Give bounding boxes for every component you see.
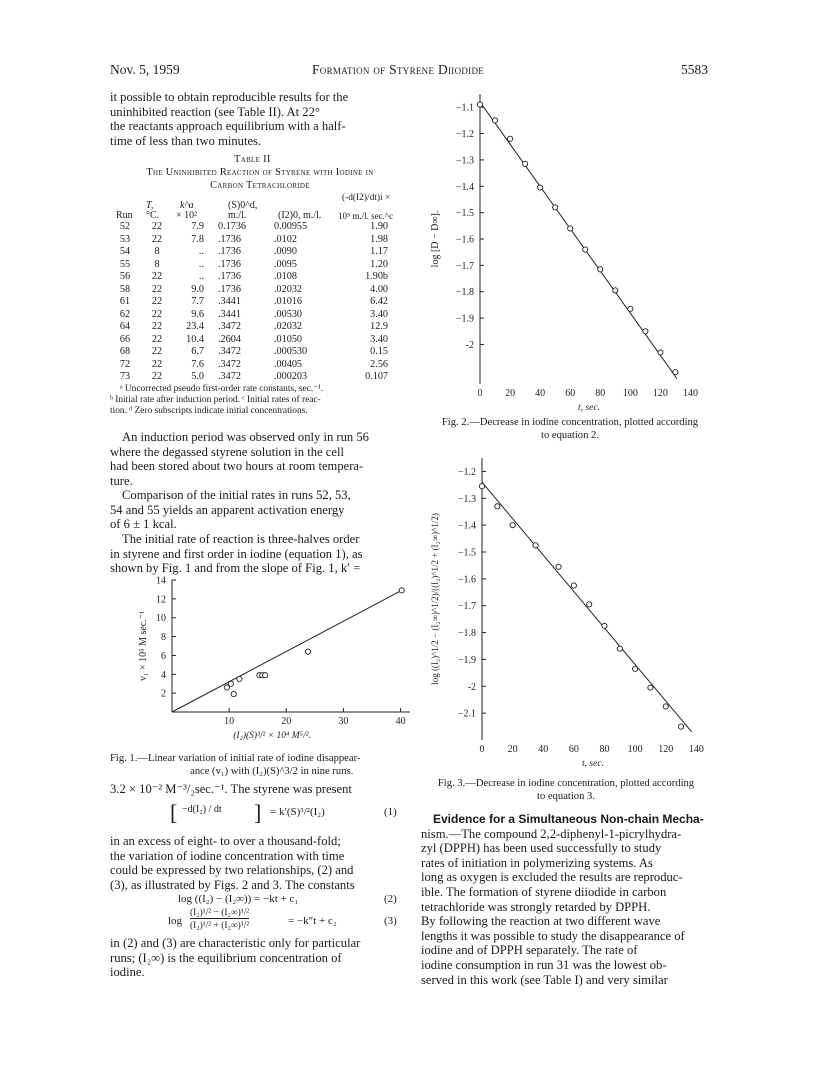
data-point [556, 564, 561, 569]
text-line: iodine and of DPPH separately. The rate of [421, 943, 638, 958]
table-cell: 22 [151, 346, 163, 357]
x-tick-label: 0 [479, 744, 485, 755]
text-line: time of less than two minutes. [110, 133, 262, 148]
fit-line [172, 589, 403, 712]
text-line: lengths it was possible to study the disappearance of [421, 928, 685, 943]
table-cell: 52 [119, 221, 131, 232]
y-tick-label: 10 [156, 613, 166, 625]
data-point [477, 102, 482, 107]
table-cell: 68 [119, 346, 131, 357]
text-line: in an excess of eight- to over a thousand-fold; [110, 834, 341, 848]
table-row [110, 371, 410, 384]
text-line: had been stored about two hours at room tempera- [110, 459, 364, 474]
table-row [110, 246, 410, 259]
figure-3-chart [412, 450, 722, 775]
y-tick-label: −1.9 [455, 313, 474, 325]
equation-lhs: −d(I₂) / dt [182, 804, 222, 815]
paragraph-3 [110, 488, 410, 532]
x-axis-label: (I₂)(S)³/² × 10⁴ M⁵/². [233, 731, 311, 741]
x-tick-label: 60 [568, 744, 579, 755]
figure-3-caption [410, 777, 722, 803]
table-cell: 4.00 [370, 283, 388, 295]
header-date: Nov. 5, 1959 [110, 62, 180, 77]
table-row [110, 346, 410, 359]
table-cell: .3472 [218, 371, 241, 382]
table-row [110, 259, 410, 272]
y-tick-label: 14 [156, 575, 166, 587]
table-cell: .00530 [274, 308, 303, 320]
table-cell: 22 [151, 271, 163, 282]
caption-line: to equation 2. [541, 430, 599, 441]
y-tick-label: −1.2 [457, 466, 476, 478]
x-tick-label: 60 [565, 388, 576, 399]
x-tick-label: 120 [658, 744, 674, 755]
y-tick-label: −1.2 [455, 129, 474, 141]
table-cell: 7.7 [191, 296, 204, 307]
table-title-line: The Uninhibited Reaction of Styrene with Iodine in [146, 167, 374, 178]
header-cell: T, [146, 200, 154, 211]
table-cell: 9.6 [191, 308, 204, 320]
y-tick-label: −1.8 [455, 287, 474, 299]
x-tick-label: 40 [395, 716, 406, 727]
text-line: ture. [110, 473, 133, 488]
text-line: the reactants approach equilibrium with a half- [110, 119, 346, 134]
equation-1: [ −d(I₂) / dt ] = k′(S)³/²(I₂) (1) [170, 800, 397, 825]
table-cell: .0095 [274, 258, 297, 270]
data-point [492, 118, 497, 123]
table-cell: .0102 [274, 233, 297, 245]
caption-line: Fig. 2.—Decrease in iodine concentration, plotted according [441, 417, 699, 428]
table-cell: 8 [154, 258, 160, 270]
table-row [110, 309, 410, 322]
text-line: in styrene and first order in iodine (equation 1), as [110, 546, 363, 561]
data-point [553, 205, 558, 210]
table-cell: 55 [119, 258, 131, 270]
x-tick-label: 140 [682, 388, 698, 399]
equation-rhs: = −k″t + c₂ [288, 915, 337, 927]
table-cell: 1.98 [370, 233, 388, 245]
data-point [678, 724, 683, 729]
table-cell: .000203 [274, 371, 308, 382]
paragraph-5 [110, 834, 410, 892]
x-tick-label: 80 [599, 744, 610, 755]
y-tick-label: −1.6 [457, 574, 476, 586]
table-cell: 9.0 [191, 283, 204, 295]
table-cell: .01050 [274, 333, 303, 345]
table-cell: 22 [151, 358, 163, 370]
data-point [663, 704, 668, 709]
table-cell: 56 [119, 271, 131, 282]
table-cell: .. [198, 246, 204, 257]
table-row [110, 234, 410, 247]
table-cell: 22 [151, 333, 163, 345]
data-point [628, 306, 633, 311]
table-cell: 54 [119, 246, 131, 257]
table-cell: 6.7 [191, 346, 204, 357]
table-cell: .0108 [274, 271, 297, 282]
text-line: By following the reaction at two different wave [421, 914, 661, 929]
table-row [110, 296, 410, 309]
y-tick-label: −1.1 [455, 102, 474, 114]
y-axis-label: v₁ × 10⁵ M sec.⁻¹ [138, 610, 149, 682]
footnote: tion. ᵈ Zero subscripts indicate initial concentrations. [110, 406, 308, 416]
x-tick-label: 20 [281, 716, 292, 727]
table-title [110, 167, 410, 192]
x-tick-label: 10 [224, 716, 235, 727]
x-tick-label: 120 [652, 388, 668, 399]
y-tick-label: -2 [467, 681, 476, 693]
y-tick-label: −1.4 [457, 520, 476, 532]
data-point [673, 370, 678, 375]
y-tick-label: 2 [161, 688, 166, 700]
y-tick-label: −1.3 [455, 155, 474, 167]
y-tick-label: −1.4 [455, 181, 474, 193]
table-cell: .1736 [218, 283, 241, 295]
text-line: (3), as illustrated by Figs. 2 and 3. The constants [110, 877, 355, 892]
table-cell: .3441 [218, 308, 241, 320]
data-point [231, 691, 236, 696]
table-cell: 0.107 [365, 371, 388, 382]
data-point [228, 681, 233, 686]
text-line: could be expressed by two relationships, (2) and [110, 863, 354, 878]
equation-body: log ((I₂) − (I₂∞)) = −kt + c₁ [178, 893, 299, 905]
header-page-number: 5583 [681, 62, 708, 77]
table-label: Table II [234, 154, 271, 165]
table-cell: .000530 [274, 346, 308, 357]
table-cell: 1.17 [370, 246, 388, 257]
data-point [533, 543, 538, 548]
table-cell: 72 [119, 358, 131, 370]
text-line: ible. The formation of styrene diiodide in carbon [421, 884, 667, 899]
x-tick-label: 20 [505, 388, 516, 399]
table-row [110, 221, 410, 234]
data-point [237, 676, 242, 681]
data-point [568, 226, 573, 231]
data-point [507, 136, 512, 141]
caption-line: Fig. 3.—Decrease in iodine concentration, plotted according [437, 778, 695, 789]
data-point [648, 685, 653, 690]
text-line: tetrachloride was strongly retarded by DPPH. [421, 899, 651, 914]
table-cell: 22 [151, 308, 163, 320]
y-tick-label: 4 [161, 669, 166, 681]
caption-line: ance (v₁) with (I₂)(S)^3/2 in nine runs. [190, 766, 354, 777]
header-cell: 10⁵ m./l. sec.^c [338, 211, 394, 221]
text-line: iodine consumption in run 31 was the lowest ob- [421, 957, 667, 972]
x-axis-label: t, sec. [578, 403, 600, 413]
text-line: Comparison of the initial rates in runs 52, 53, [122, 488, 351, 502]
table-row [110, 334, 410, 347]
figure-2-caption [420, 416, 720, 442]
data-point [643, 329, 648, 334]
table-cell: .3472 [218, 358, 241, 370]
y-tick-label: −1.6 [455, 234, 474, 246]
text-line: iodine. [110, 965, 145, 980]
equation-denominator: (I₂)¹/² + (I₂∞)¹/² [190, 921, 250, 931]
data-point [613, 288, 618, 293]
table-cell: .3472 [218, 346, 241, 357]
header-cell: k^a [180, 200, 194, 211]
y-axis-label: log ((I₂)^1/2 − (I₂∞)^1/2)/((I₂)^1/2 + (I₂∞)^1/2) [430, 513, 440, 685]
y-tick-label: −1.3 [457, 493, 476, 505]
table-cell: 6.42 [370, 296, 388, 307]
data-point [598, 267, 603, 272]
table-cell: 58 [119, 283, 131, 295]
x-tick-label: 20 [507, 744, 518, 755]
caption-line: Fig. 1.—Linear variation of initial rate of iodine disappear- [110, 753, 361, 764]
y-tick-label: −1.8 [457, 628, 476, 640]
text-line: The initial rate of reaction is three-halves order [122, 532, 360, 546]
table-cell: .. [198, 258, 204, 270]
y-tick-label: −1.5 [455, 208, 474, 220]
table-cell: .3472 [218, 321, 241, 332]
text-line: shown by Fig. 1 and from the slope of Fig. 1, k′ = [110, 561, 361, 576]
data-point [479, 484, 484, 489]
data-point [658, 350, 663, 355]
table-title-line: Carbon Tetrachloride [210, 179, 310, 191]
data-point [587, 602, 592, 607]
data-point [399, 588, 404, 593]
table-cell: .1736 [218, 233, 241, 245]
header-cell: (S)0^d, [228, 200, 258, 211]
header-cell: Run [116, 210, 133, 221]
section-heading: Evidence for a Simultaneous Non-chain Mecha- [433, 812, 704, 826]
figure-2-chart [422, 88, 722, 416]
table-cell: 0.1736 [218, 221, 247, 232]
y-tick-label: −1.7 [455, 260, 474, 272]
x-tick-label: 100 [627, 744, 643, 755]
text-line: of 6 ± 1 kcal. [110, 517, 177, 532]
fit-line [480, 102, 677, 379]
text-line: 54 and 55 yields an apparent activation energy [110, 502, 345, 517]
text-line: in (2) and (3) are characteristic only for particular [110, 936, 361, 950]
text-line: An induction period was observed only in run 56 [122, 430, 369, 444]
table-row [110, 284, 410, 297]
x-tick-label: 80 [595, 388, 606, 399]
rate-constant-line: 3.2 × 10⁻² M⁻³/₂sec.⁻¹. The styrene was present [110, 782, 352, 796]
table-cell: .02032 [274, 283, 303, 295]
table-cell: 22 [151, 221, 163, 232]
y-tick-label: −1.9 [457, 654, 476, 666]
table-row [110, 359, 410, 372]
figure-1-caption [110, 752, 410, 778]
header-cell: (-d(I2)/dt)i × [342, 193, 391, 203]
table-cell: 7.6 [191, 358, 204, 370]
text-line: uninhibited reaction (see Table II). At 22° [110, 104, 320, 119]
text-line: zyl (DPPH) has been used successfully to study [421, 841, 662, 856]
x-tick-label: 140 [688, 744, 704, 755]
paragraph-1 [110, 90, 410, 148]
section-text [421, 812, 721, 987]
table-cell: 12.9 [370, 321, 388, 332]
table-cell: .2604 [218, 333, 241, 345]
header-cell: × 10² [176, 210, 198, 221]
header-cell: m./l. [228, 210, 247, 221]
equation-number: (2) [384, 893, 397, 905]
table-row [110, 321, 410, 334]
table-cell: 0.15 [370, 346, 388, 357]
equation-2 [178, 893, 410, 905]
y-tick-label: 6 [161, 650, 166, 662]
table-cell: 3.40 [370, 333, 388, 345]
table-cell: 62 [119, 308, 131, 320]
paragraph-6 [110, 936, 410, 980]
paragraph-2 [110, 430, 410, 488]
table-cell: 1.20 [370, 258, 388, 270]
data-point [263, 673, 268, 678]
equation-numerator: (I₂)¹/² − (I₂∞)¹/² [190, 908, 250, 918]
data-point [633, 666, 638, 671]
table-cell: .1736 [218, 271, 241, 282]
text-line: nism.—The compound 2,2-diphenyl-1-picrylhydra- [421, 826, 682, 841]
table-cell: 10.4 [186, 333, 204, 345]
header-title: Formation of Styrene Diiodide [312, 62, 485, 77]
data-point [538, 185, 543, 190]
text-line: served in this work (see Table I) and very similar [421, 972, 668, 987]
table-cell: 22 [151, 371, 163, 382]
x-tick-label: 30 [338, 716, 349, 727]
table-row [110, 271, 410, 284]
figure-1-chart [110, 574, 410, 752]
text-line: rates of initiation in polymerizing systems. As [421, 855, 653, 870]
data-point [617, 646, 622, 651]
table-cell: .. [198, 271, 204, 282]
y-tick-label: −1.5 [457, 547, 476, 559]
table-cell: 3.40 [370, 308, 388, 320]
table-cell: 22 [151, 283, 163, 295]
x-tick-label: 0 [477, 388, 483, 399]
table-cell: .0090 [274, 246, 297, 257]
header-cell: °C. [146, 210, 160, 221]
text-line: runs; (I₂∞) is the equilibrium concentration of [110, 950, 342, 965]
table-cell: 73 [119, 371, 131, 382]
table-cell: .1736 [218, 258, 241, 270]
table-cell: 7.8 [191, 233, 204, 245]
y-tick-label: −2.1 [457, 708, 476, 720]
y-axis-label: log [D − D∞]. [430, 210, 441, 268]
table-cell: .00405 [274, 358, 303, 370]
y-tick-label: -2 [465, 339, 474, 351]
table-cell: 22 [151, 233, 163, 245]
table-cell: 61 [119, 296, 131, 307]
paragraph-4 [110, 532, 410, 576]
data-point [602, 623, 607, 628]
table-cell: 5.0 [191, 371, 204, 382]
table-footnotes [110, 384, 410, 417]
table-cell: .3441 [218, 296, 241, 307]
table-cell: 66 [119, 333, 131, 345]
text-line: the variation of iodine concentration with time [110, 848, 345, 863]
caption-line: to equation 3. [537, 791, 595, 802]
table-cell: 8 [154, 246, 160, 257]
x-tick-label: 40 [535, 388, 546, 399]
table-header [110, 192, 410, 220]
table-cell: .01016 [274, 296, 303, 307]
footnote: ᵃ Uncorrected pseudo first-order rate constants, sec.⁻¹. [120, 384, 324, 394]
y-tick-label: 12 [156, 594, 166, 606]
table-body [110, 221, 410, 384]
table-cell: 64 [119, 321, 131, 332]
table-cell: 23.4 [186, 321, 204, 332]
data-point [510, 523, 515, 528]
table-cell: 1.90 [370, 221, 388, 232]
text-line: where the degassed styrene solution in the cell [110, 444, 344, 459]
equation-rhs: = k′(S)³/²(I₂) [270, 806, 325, 818]
footnote: ᵇ Initial rate after induction period. ᶜ Initial rates of reac- [110, 395, 321, 405]
y-tick-label: 8 [161, 632, 166, 644]
table-cell: 1.90b [365, 271, 388, 282]
table-cell: 53 [119, 233, 131, 245]
text-line: it possible to obtain reproducible results for the [110, 90, 349, 104]
data-point [571, 583, 576, 588]
table-cell: 22 [151, 296, 163, 307]
table-cell: 2.56 [370, 358, 388, 370]
table-cell: .02032 [274, 321, 303, 332]
header-cell: (I2)0, m./l. [278, 210, 322, 221]
x-tick-label: 100 [622, 388, 638, 399]
table-cell: .1736 [218, 246, 241, 257]
equation-number: (3) [384, 915, 397, 927]
data-point [305, 649, 310, 654]
text-line: long as oxygen is excluded the results are reproduc- [421, 870, 683, 885]
equation-number: (1) [384, 806, 397, 818]
x-tick-label: 40 [538, 744, 549, 755]
y-tick-label: −1.7 [457, 601, 476, 613]
table-cell: 22 [151, 321, 163, 332]
data-point [523, 161, 528, 166]
x-axis-label: t, sec. [582, 759, 604, 769]
table-cell: 7.9 [191, 221, 204, 232]
table-cell: 0.00955 [274, 221, 308, 232]
data-point [583, 247, 588, 252]
equation-3: log (I₂)¹/² − (I₂∞)¹/² (I₂)¹/² + (I₂∞)¹/² = −k″t + c₂ (3) [168, 908, 397, 931]
data-point [495, 504, 500, 509]
fit-line [482, 482, 692, 732]
